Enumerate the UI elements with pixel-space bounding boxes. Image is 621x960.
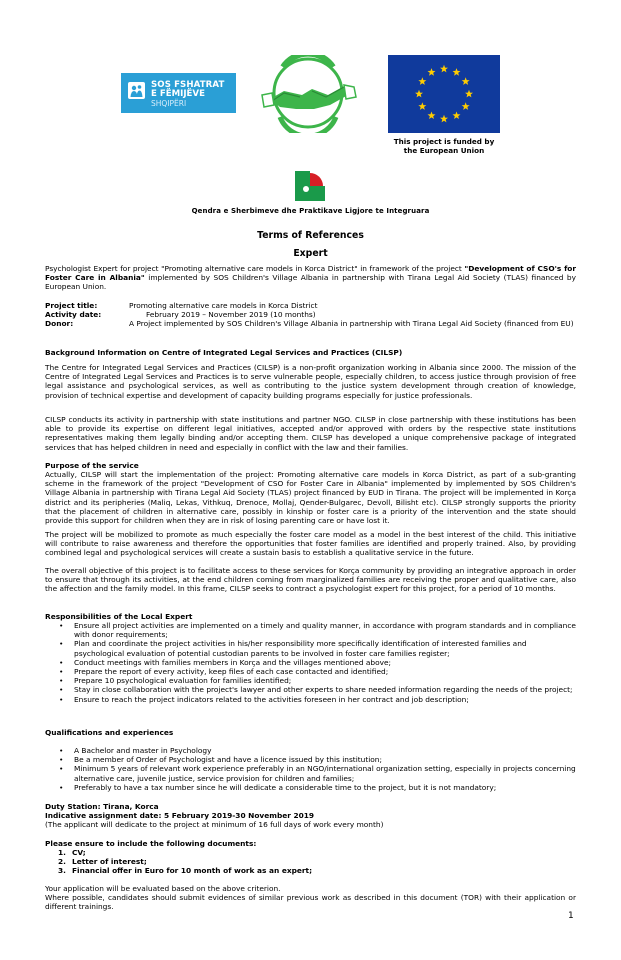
closing-paragraph-1: Your application will be evaluated based on the above criterion. [45,884,281,893]
sos-emblem-icon [128,82,145,99]
cilsp-logo [295,171,325,201]
eu-star-icon [453,68,461,76]
responsibilities-list [45,621,576,704]
qualifications-list [45,746,576,792]
donor-label: Donor: [45,319,74,328]
list-item: • Plan and coordinate the project activities in his/her responsibility more specifically identification of interested families and psychological evaluation of potential custodian parents to be involved in foster care families register; [45,639,576,657]
sos-childrens-village-logo [121,73,236,113]
purpose-paragraph-1: Actually, CILSP will start the implementation of the project: Promoting alternative care models in Korca District, as part of a sub-granting scheme in the framework of the project "Development of CSO for Foster Care in Albania" implemented by implemented by SOS Children's Village Albania in partnership with Tirana Legal Aid Society (TLAS) project financed by EUD in Tirana. The project will be implemented in Korça district and its peripheries (Maliq, Lekas, Vithkuq, Drenoce, Mollaj, Qender-Bulgarec, Devoll, Bilisht etc). CILSP strongly supports the priority that the placement of children in alternative care, possibly in kinship or foster care is a priority of the intervention and the state should provide this support for children when they are in risk of losing parenting care or have lost it. [45,470,576,526]
responsibilities-heading: Responsibilities of the Local Expert [45,612,193,621]
intro-project-name: "Development of CSO's for Foster Care in Albania" [45,264,577,283]
activity-date-value: February 2019 – November 2019 (10 months) [146,310,316,319]
eu-star-icon [418,77,426,85]
closing-paragraph-2: Where possible, candidates should submit evidences of similar previous work as described in this document (TOR) with their application or different trainings. [45,893,576,912]
purpose-paragraph-3: The overall objective of this project is to facilitate access to these services for Korça community by providing an integrative approach in order to ensure that through its activities, at the end children coming from marginalized families are receiving the proper and qualitative care, also the affection and the family model. In this frame, CILSP seeks to contract a psychologist expert for this project, for a period of 10 months. [45,566,576,594]
list-text: CV; [72,848,86,857]
documents-heading: Please ensure to include the following documents: [45,839,257,848]
eu-star-icon [418,102,426,110]
list-number: 1. [58,848,66,857]
eu-star-icon [428,68,436,76]
background-paragraph-1: The Centre for Integrated Legal Services and Practices (CILSP) is a non-profit organization working in Albania since 2000. The mission of the Centre of Integrated Legal Services and Practices is to serve vulnerable people, especially children, to access justice through provision of free legal assistance and psychological services, as well as contributing to the justice system development through creation of knowledge, provision of technical expertise and development of capacity building programs especially for justice professionals. [45,363,576,400]
duty-station: Duty Station: Tirana, Korca [45,802,159,811]
purpose-heading: Purpose of the service [45,461,139,470]
list-item: • Preferably to have a tax number since he will dedicate a considerable time to the project, but it is not mandatory; [45,783,576,792]
eu-star-icon [440,115,448,123]
eu-star-icon [453,111,461,119]
project-title-label: Project title: [45,301,98,310]
eu-star-icon [428,111,436,119]
list-number: 2. [58,857,66,867]
sos-logo-line2: E FËMIJËVE [151,89,205,99]
assignment-note: (The applicant will dedicate to the project at minimum of 16 full days of work every month) [45,820,384,829]
list-text: Letter of interest; [72,857,147,867]
intro-text-part2: implemented by SOS Children's Village Albania in partnership with Tirana Legal Aid Society (TLAS) financed by European Union. [45,273,576,292]
list-item: • A Bachelor and master in Psychology [45,746,576,755]
eu-star-icon [462,77,470,85]
eu-star-icon [465,90,473,98]
intro-text-part1: Psychologist Expert for project "Promoting alternative care models in Korca District" in framework of the project [45,264,465,273]
documents-list [45,848,312,876]
list-item: • Prepare the report of every activity, keep files of each case contacted and identified; [45,667,576,676]
assignment-date: Indicative assignment date: 5 February 2019-30 November 2019 [45,811,315,820]
eu-caption-line1: This project is funded by [393,137,495,146]
background-paragraph-2: CILSP conducts its activity in partnership with state institutions and partner NGO. CILSP in close partnership with these institutions has been able to provide its expertise on different legal initiatives, accepted and/or approved with orders by the respective state institutions representatives making them legally binding and/or accepting them. CILSP has developed a unique comprehensive package of integrated services that has helped children in need and especially in conflict with the law and their families. [45,415,576,452]
sos-logo-line3: SHQIPËRI [151,99,187,108]
document-title: Terms of References [257,230,364,241]
sos-logo-line1: SOS FSHATRAT [151,80,225,90]
list-item: • Be a member of Order of Psychologist and have a licence issued by this institution; [45,755,576,764]
european-union-flag [388,55,500,133]
document-subtitle: Expert [293,248,328,259]
list-item: • Prepare 10 psychological evaluation for families identified; [45,676,576,685]
list-item [45,848,312,857]
list-item [45,857,312,866]
eu-star-icon [415,90,423,98]
list-item: • Minimum 5 years of relevant work experience preferably in an NGO/international organization setting, especially in projects concerning alternative care, juvenile justice, service provision for children and families; [45,764,576,782]
list-text: Financial offer in Euro for 10 month of work as an expert; [72,866,313,876]
eu-funding-caption [384,138,504,155]
eu-star-icon [440,65,448,73]
eu-caption-line2: the European Union [403,145,485,155]
page-number: 1 [568,911,574,921]
activity-date-label: Activity date: [45,310,102,319]
list-item [45,866,312,875]
intro-paragraph [45,264,576,292]
list-item: • Ensure to reach the project indicators related to the activities foreseen in her contract and job description; [45,695,576,704]
purpose-paragraph-2: The project will be mobilized to promote as much especially the foster care model as a model in the best interest of the child. This initiative will contribute to raise awareness and therefore the opportunities that foster families are identified and properly trained. Also, by providing combined legal and psychological services will create a sustain basis to establish a qualitative service in the future. [45,530,576,558]
tirana-legal-aid-society-logo [250,55,366,133]
eu-star-icon [462,102,470,110]
background-heading: Background Information on Centre of Integrated Legal Services and Practices (CILSP) [45,348,403,357]
list-item: • Ensure all project activities are implemented on a timely and quality manner, in accordance with program standards and in compliance with donor requirements; [45,621,576,639]
organization-name: Qendra e Sherbimeve dhe Praktikave Ligjore te Integruara [191,207,430,215]
list-item: • Conduct meetings with families members in Korça and the villages mentioned above; [45,658,576,667]
project-title-value: Promoting alternative care models in Korca District [129,301,318,310]
list-number: 3. [58,866,66,876]
list-item: • Stay in close collaboration with the project's lawyer and other experts to share needed information regarding the needs of the project; [45,685,576,694]
donor-value: A Project implemented by SOS Children's Village Albania in partnership with Tirana Legal Aid Society (financed from EU) [129,319,574,328]
qualifications-heading: Qualifications and experiences [45,728,174,737]
